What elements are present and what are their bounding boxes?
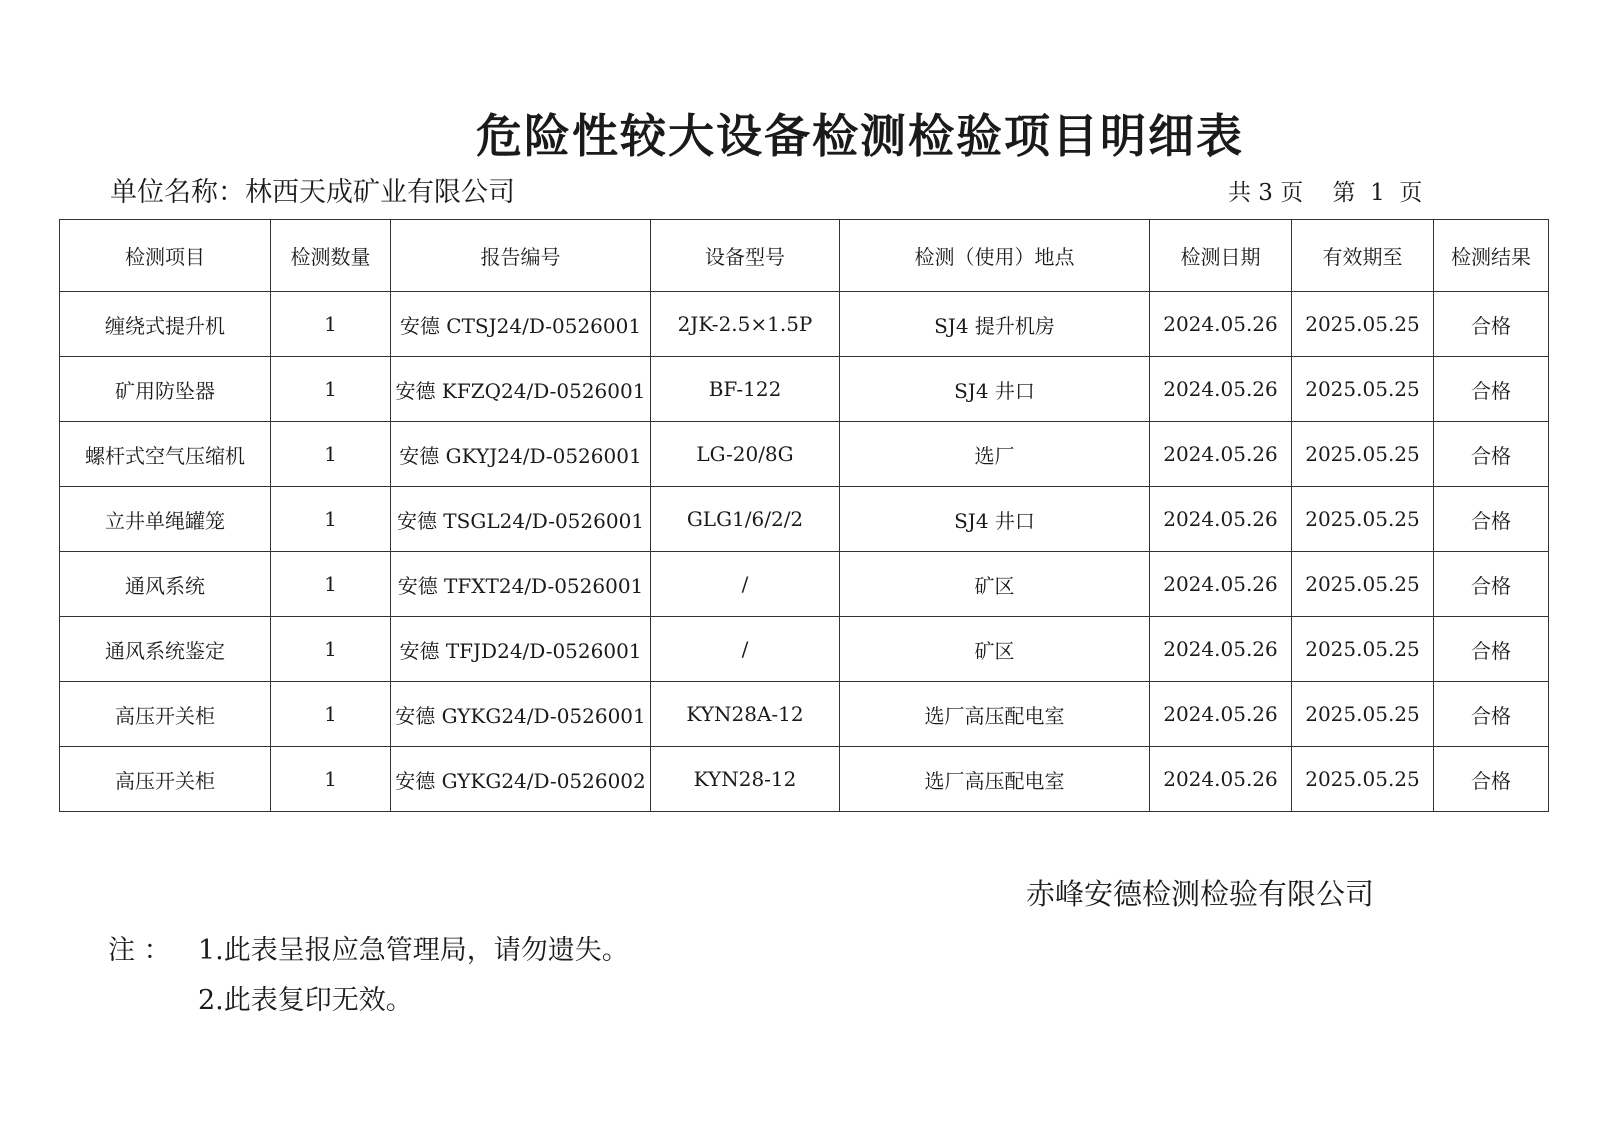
table-cell: 矿区 [840, 552, 1150, 617]
table-row [60, 357, 1549, 422]
table-cell: 合格 [1434, 682, 1549, 747]
note-line-2: 2.此表复印无效。 [198, 985, 413, 1016]
table-cell: 高压开关柜 [60, 747, 271, 812]
table-cell: 安德 GYKG24/D-0526002 [391, 747, 651, 812]
table-cell: 矿用防坠器 [60, 357, 271, 422]
header-row [60, 220, 1549, 292]
table-cell: 选厂 [840, 422, 1150, 487]
table-cell: BF-122 [651, 357, 840, 422]
table-cell: 选厂高压配电室 [840, 682, 1150, 747]
table-row [60, 487, 1549, 552]
table-cell: 2024.05.26 [1150, 552, 1292, 617]
table-cell: 1 [271, 682, 391, 747]
table-row [60, 292, 1549, 357]
table-cell: 2025.05.25 [1292, 552, 1434, 617]
page-info: 共 3 页 第 1 页 [1228, 180, 1423, 206]
table-cell: LG-20/8G [651, 422, 840, 487]
table-cell: 安德 TFJD24/D-0526001 [391, 617, 651, 682]
table-cell: 合格 [1434, 552, 1549, 617]
table-cell: 选厂高压配电室 [840, 747, 1150, 812]
table-cell: 2024.05.26 [1150, 422, 1292, 487]
note-line-1: 1.此表呈报应急管理局，请勿遗失。 [198, 935, 629, 966]
table-cell: 2025.05.25 [1292, 617, 1434, 682]
header-cell: 有效期至 [1292, 220, 1434, 292]
unit-name-label: 单位名称：林西天成矿业有限公司 [110, 177, 515, 208]
table-cell: 合格 [1434, 747, 1549, 812]
header-cell: 检测结果 [1434, 220, 1549, 292]
table-cell: 合格 [1434, 617, 1549, 682]
table-header [60, 220, 1549, 292]
table-cell: / [651, 552, 840, 617]
table-cell: KYN28A-12 [651, 682, 840, 747]
table-cell: 立井单绳罐笼 [60, 487, 271, 552]
table-cell: 通风系统 [60, 552, 271, 617]
table-cell: 合格 [1434, 487, 1549, 552]
table-cell: SJ4 井口 [840, 357, 1150, 422]
table-cell: 安德 TFXT24/D-0526001 [391, 552, 651, 617]
table-cell: 2025.05.25 [1292, 357, 1434, 422]
table-cell: 合格 [1434, 357, 1549, 422]
table-cell: 2024.05.26 [1150, 617, 1292, 682]
header-cell: 检测项目 [60, 220, 271, 292]
table-cell: 通风系统鉴定 [60, 617, 271, 682]
table-cell: GLG1/6/2/2 [651, 487, 840, 552]
table-cell: 缠绕式提升机 [60, 292, 271, 357]
table-cell: 2025.05.25 [1292, 682, 1434, 747]
table-cell: / [651, 617, 840, 682]
header-cell: 检测日期 [1150, 220, 1292, 292]
table-row [60, 617, 1549, 682]
page-title: 危险性较大设备检测检验项目明细表 [476, 109, 1244, 163]
table-cell: 安德 TSGL24/D-0526001 [391, 487, 651, 552]
inspection-table [59, 219, 1549, 812]
table-cell: 2024.05.26 [1150, 357, 1292, 422]
table-row [60, 422, 1549, 487]
table-cell: 1 [271, 617, 391, 682]
table-row [60, 747, 1549, 812]
table-cell: 安德 CTSJ24/D-0526001 [391, 292, 651, 357]
table-cell: 1 [271, 487, 391, 552]
table-cell: 1 [271, 747, 391, 812]
table-body [60, 292, 1549, 812]
table-cell: 螺杆式空气压缩机 [60, 422, 271, 487]
header-cell: 报告编号 [391, 220, 651, 292]
table-cell: 2024.05.26 [1150, 747, 1292, 812]
table-cell: 安德 GKYJ24/D-0526001 [391, 422, 651, 487]
table-cell: KYN28-12 [651, 747, 840, 812]
signing-company: 赤峰安德检测检验有限公司 [1026, 877, 1375, 911]
table-cell: 高压开关柜 [60, 682, 271, 747]
table-cell: 1 [271, 422, 391, 487]
table-cell: 安德 GYKG24/D-0526001 [391, 682, 651, 747]
table-cell: 2024.05.26 [1150, 682, 1292, 747]
header-cell: 设备型号 [651, 220, 840, 292]
table-row [60, 552, 1549, 617]
table-cell: 2025.05.25 [1292, 422, 1434, 487]
table-cell: 1 [271, 552, 391, 617]
table-cell: 2024.05.26 [1150, 487, 1292, 552]
table-cell: SJ4 井口 [840, 487, 1150, 552]
table-cell: 2025.05.25 [1292, 292, 1434, 357]
table-cell: 2024.05.26 [1150, 292, 1292, 357]
table-cell: 合格 [1434, 422, 1549, 487]
table-cell: 1 [271, 292, 391, 357]
table-cell: 矿区 [840, 617, 1150, 682]
table-cell: 合格 [1434, 292, 1549, 357]
table-cell: 2JK-2.5×1.5P [651, 292, 840, 357]
table-row [60, 682, 1549, 747]
table-cell: 2025.05.25 [1292, 487, 1434, 552]
header-cell: 检测（使用）地点 [840, 220, 1150, 292]
table-cell: 1 [271, 357, 391, 422]
table-cell: 2025.05.25 [1292, 747, 1434, 812]
note-label: 注 ： [108, 935, 171, 966]
header-cell: 检测数量 [271, 220, 391, 292]
table-cell: SJ4 提升机房 [840, 292, 1150, 357]
table-cell: 安德 KFZQ24/D-0526001 [391, 357, 651, 422]
